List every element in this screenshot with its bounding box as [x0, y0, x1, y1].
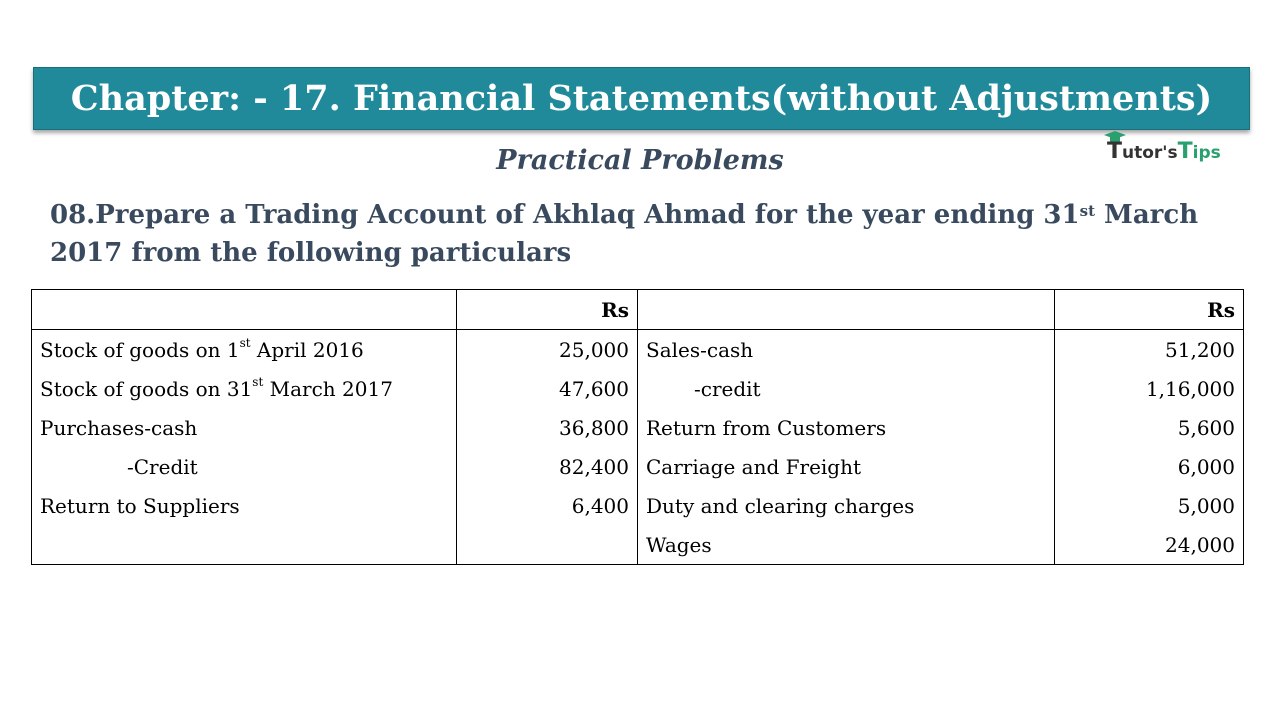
- header-right-amount: Rs: [1055, 290, 1244, 330]
- tutors-tips-logo: [1104, 131, 1234, 171]
- row-left-label: Stock of goods on 1st April 2016: [32, 330, 457, 370]
- table-header-row: [32, 290, 1244, 330]
- header-left-label: [32, 290, 457, 330]
- chapter-title-banner: [33, 67, 1250, 130]
- row-left-label: Stock of goods on 31st March 2017: [32, 369, 457, 408]
- table-row: [32, 330, 1244, 370]
- row-right-label: Duty and clearing charges: [638, 486, 1055, 525]
- row-left-label: Purchases-cash: [32, 408, 457, 447]
- row-right-amount: 51,200: [1055, 330, 1244, 370]
- row-right-label: Carriage and Freight: [638, 447, 1055, 486]
- row-left-amount: 36,800: [457, 408, 638, 447]
- row-right-amount: 5,000: [1055, 486, 1244, 525]
- logo-letter-t-green: T: [1177, 139, 1193, 164]
- question-sup: st: [1079, 202, 1095, 220]
- header-right-label: [638, 290, 1055, 330]
- question-part2: March 2017 from the following particulars: [50, 200, 1199, 268]
- row-left-label: Return to Suppliers: [32, 486, 457, 525]
- table-row: [32, 486, 1244, 525]
- question-text: [50, 196, 1250, 272]
- row-left-label: [32, 525, 457, 565]
- row-right-label: Sales-cash: [638, 330, 1055, 370]
- row-right-amount: 24,000: [1055, 525, 1244, 565]
- section-subtitle: Practical Problems: [496, 145, 784, 176]
- chapter-title: Chapter: - 17. Financial Statements(without Adjustments): [70, 78, 1213, 119]
- row-left-label: -Credit: [32, 447, 457, 486]
- logo-letter-t: T: [1107, 139, 1123, 164]
- header-left-amount: Rs: [457, 290, 638, 330]
- logo-text-tutors: utor's: [1122, 143, 1178, 163]
- logo-text-ips: ips: [1192, 143, 1221, 163]
- row-right-label: Wages: [638, 525, 1055, 565]
- question-part1: 08.Prepare a Trading Account of Akhlaq Ahmad for the year ending 31: [50, 200, 1080, 230]
- particulars-table: [31, 289, 1244, 565]
- table-row: [32, 447, 1244, 486]
- row-left-amount: 25,000: [457, 330, 638, 370]
- table-row: [32, 369, 1244, 408]
- row-right-label: -credit: [638, 369, 1055, 408]
- row-right-amount: 6,000: [1055, 447, 1244, 486]
- table-row: [32, 525, 1244, 565]
- row-right-amount: 5,600: [1055, 408, 1244, 447]
- row-left-amount: 47,600: [457, 369, 638, 408]
- row-right-label: Return from Customers: [638, 408, 1055, 447]
- row-left-amount: 6,400: [457, 486, 638, 525]
- row-left-amount: [457, 525, 638, 565]
- row-right-amount: 1,16,000: [1055, 369, 1244, 408]
- row-left-amount: 82,400: [457, 447, 638, 486]
- table-row: [32, 408, 1244, 447]
